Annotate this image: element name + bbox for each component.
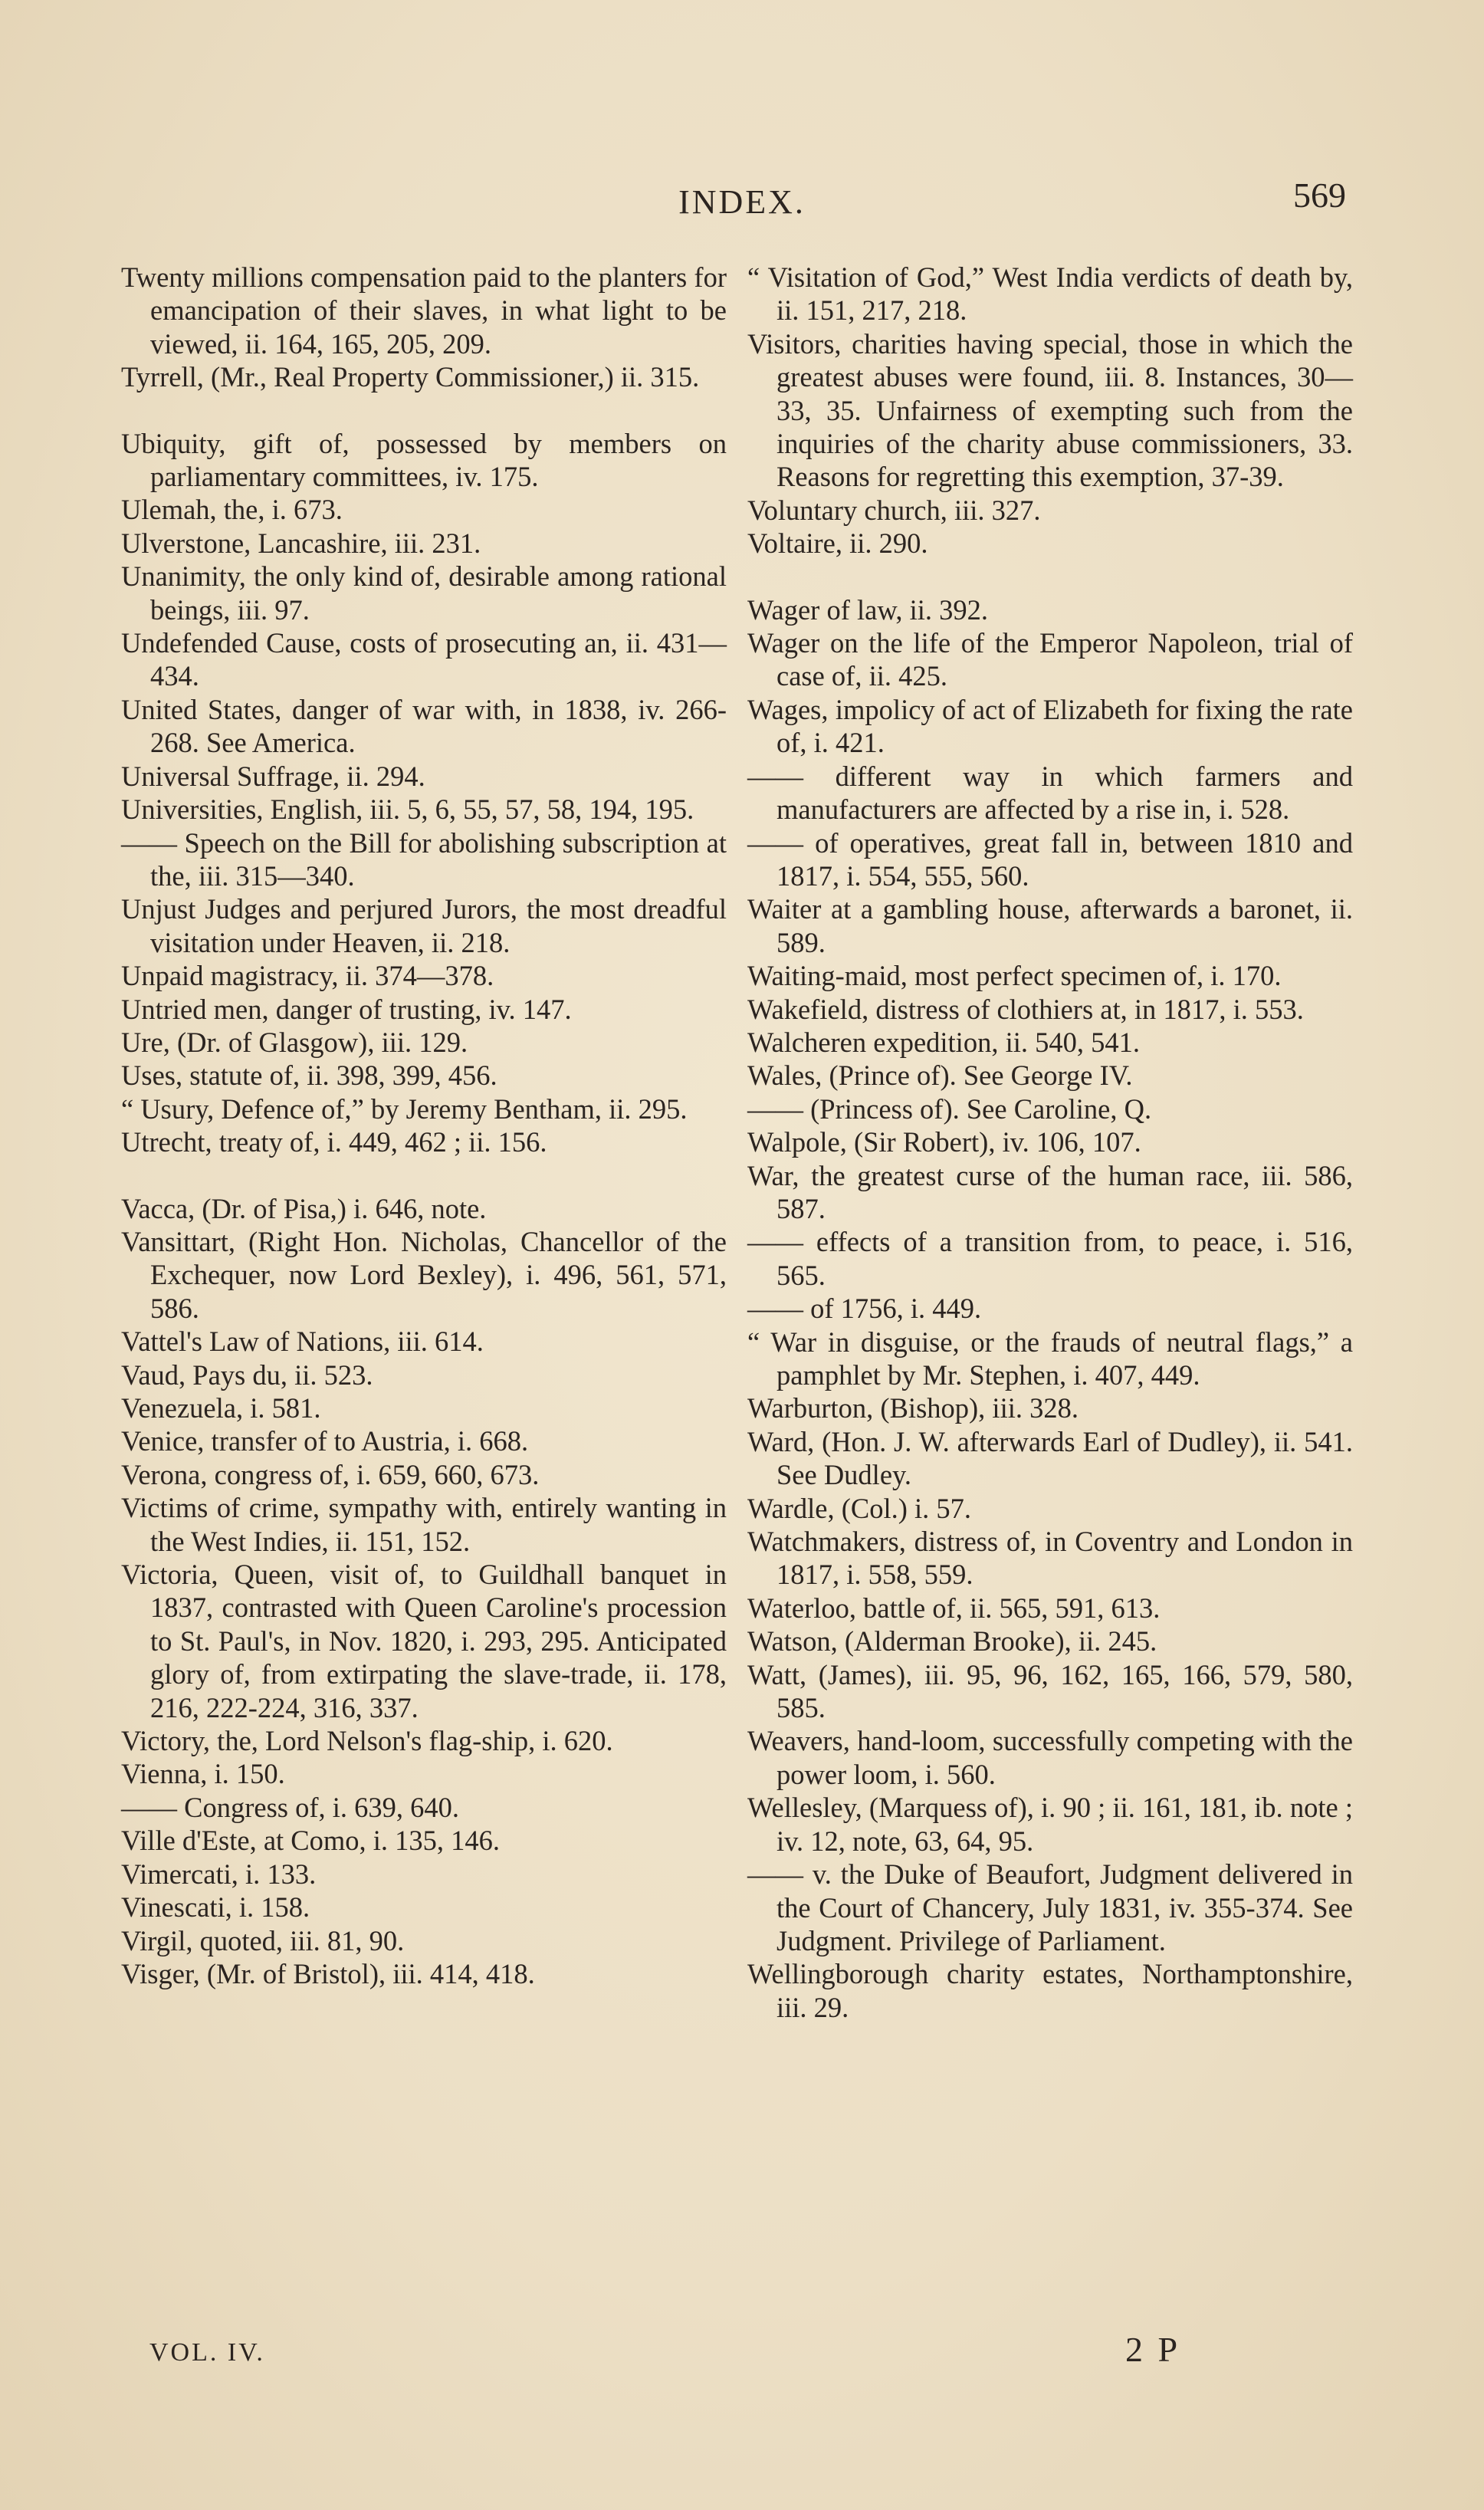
index-entry: “ War in disguise, or the frauds of neutral flags,” a pamphlet by Mr. Stephen, i. 407, 449.	[747, 1326, 1353, 1391]
index-entry: Wager on the life of the Emperor Napoleon, trial of case of, ii. 425.	[747, 627, 1353, 692]
index-entry: Wellingborough charity estates, Northamptonshire, iii. 29.	[747, 1958, 1353, 2023]
index-entry: Venice, transfer of to Austria, i. 668.	[121, 1425, 529, 1457]
page-title: INDEX.	[678, 183, 806, 221]
index-entry: Virgil, quoted, iii. 81, 90.	[121, 1924, 405, 1956]
index-entry: Wages, impolicy of act of Elizabeth for fixing the rate of, i. 421.	[747, 693, 1353, 759]
index-entry: Twenty millions compensation paid to the planters for emancipation of their slaves, in what light to be viewed, ii. 164, 165, 205, 209.	[121, 261, 727, 360]
index-entry: Utrecht, treaty of, i. 449, 462 ; ii. 156.	[121, 1126, 547, 1158]
index-entry: Victory, the, Lord Nelson's flag-ship, i. 620.	[121, 1725, 613, 1757]
index-entry: Vansittart, (Right Hon. Nicholas, Chancellor of the Exchequer, now Lord Bexley), i. 496, 561, 571, 586.	[121, 1225, 727, 1324]
index-entry: Waterloo, battle of, ii. 565, 591, 613.	[747, 1592, 1161, 1624]
index-entry: Ulverstone, Lancashire, iii. 231.	[121, 527, 481, 559]
index-entry: United States, danger of war with, in 1838, iv. 266-268. See America.	[121, 693, 727, 759]
signature-mark: 2 P	[1125, 2330, 1181, 2369]
index-entry: Watt, (James), iii. 95, 96, 162, 165, 166, 579, 580, 585.	[747, 1658, 1353, 1724]
index-entry: War, the greatest curse of the human race, iii. 586, 587.	[747, 1159, 1353, 1224]
index-entry: Vienna, i. 150.	[121, 1758, 285, 1790]
index-entry: Vattel's Law of Nations, iii. 614.	[121, 1326, 484, 1358]
index-entry: Victoria, Queen, visit of, to Guildhall banquet in 1837, contrasted with Queen Caroline's procession to St. Paul's, in Nov. 1820, i. 293, 295. Anticipated glory of, from extirpating the slave-trade, ii. 178, 216, 222-224, 316, 337.	[121, 1559, 727, 1723]
index-entry: Universities, English, iii. 5, 6, 55, 57, 58, 194, 195.	[121, 793, 694, 826]
index-entry: Waiting-maid, most perfect specimen of, i. 170.	[747, 960, 1282, 992]
volume-label: VOL. IV.	[149, 2338, 265, 2367]
index-entry: Walcheren expedition, ii. 540, 541.	[747, 1026, 1140, 1058]
index-entry: Voluntary church, iii. 327.	[747, 494, 1041, 526]
index-entry: Vinescati, i. 158.	[121, 1891, 310, 1924]
index-entry: Unanimity, the only kind of, desirable among rational beings, iii. 97.	[121, 560, 727, 626]
index-entry: “ Visitation of God,” West India verdicts of death by, ii. 151, 217, 218.	[747, 261, 1353, 327]
index-entry: Vimercati, i. 133.	[121, 1858, 317, 1890]
index-entry: Watson, (Alderman Brooke), ii. 245.	[747, 1625, 1157, 1657]
index-entry: Unjust Judges and perjured Jurors, the most dreadful visitation under Heaven, ii. 218.	[121, 893, 727, 958]
index-entry: Weavers, hand-loom, successfully competing with the power loom, i. 560.	[747, 1725, 1353, 1790]
index-entry: Wakefield, distress of clothiers at, in 1817, i. 553.	[747, 993, 1304, 1025]
index-entry: Ulemah, the, i. 673.	[121, 494, 343, 526]
index-entry: Wales, (Prince of). See George IV.	[747, 1060, 1133, 1092]
index-entry: —— Speech on the Bill for abolishing subscription at the, iii. 315—340.	[121, 826, 727, 892]
index-entry: Wellesley, (Marquess of), i. 90 ; ii. 161, 181, ib. note ; iv. 12, note, 63, 64, 95.	[747, 1792, 1353, 1857]
index-column-right	[747, 261, 1353, 2024]
index-entry: Untried men, danger of trusting, iv. 147.	[121, 993, 572, 1025]
index-entry: Venezuela, i. 581.	[121, 1392, 321, 1424]
running-head	[0, 175, 1484, 228]
index-entry: Vacca, (Dr. of Pisa,) i. 646, note.	[121, 1192, 487, 1224]
index-entry: Wager of law, ii. 392.	[747, 593, 988, 626]
index-entry: —— Congress of, i. 639, 640.	[121, 1791, 460, 1823]
index-entry: Ubiquity, gift of, possessed by members on parliamentary committees, iv. 175.	[121, 427, 727, 493]
index-entry: —— different way in which farmers and manufacturers are affected by a rise in, i. 528.	[747, 760, 1353, 826]
index-entry: Uses, statute of, ii. 398, 399, 456.	[121, 1060, 497, 1092]
index-entry: —— of operatives, great fall in, between 1810 and 1817, i. 554, 555, 560.	[747, 826, 1353, 892]
index-entry: —— effects of a transition from, to peace, i. 516, 565.	[747, 1226, 1353, 1291]
index-entry: Vaud, Pays du, ii. 523.	[121, 1358, 373, 1391]
index-entry: —— v. the Duke of Beaufort, Judgment delivered in the Court of Chancery, July 1831, iv. 355-374. See Judgment. Privilege of Parliament.	[747, 1858, 1353, 1956]
index-entry: Waiter at a gambling house, afterwards a baronet, ii. 589.	[747, 893, 1353, 958]
index-entry: Undefended Cause, costs of prosecuting an, ii. 431—434.	[121, 627, 727, 692]
index-entry: Tyrrell, (Mr., Real Property Commissioner,) ii. 315.	[121, 361, 700, 393]
index-entry: Watchmakers, distress of, in Coventry and London in 1817, i. 558, 559.	[747, 1526, 1353, 1591]
index-entry: Ville d'Este, at Como, i. 135, 146.	[121, 1825, 501, 1857]
index-entry: Warburton, (Bishop), iii. 328.	[747, 1392, 1079, 1424]
index-column-left	[121, 261, 727, 1990]
index-entry: Universal Suffrage, ii. 294.	[121, 760, 425, 792]
index-entry: “ Usury, Defence of,” by Jeremy Bentham, ii. 295.	[121, 1092, 688, 1125]
index-entry: Visitors, charities having special, those in which the greatest abuses were found, iii. 8. Instances, 30—33, 35. Unfairness of exempting such from the inquiries of the charity abuse commissioners, 33. Reasons for regretting this exemption, 37-39.	[747, 327, 1353, 493]
index-entry: —— of 1756, i. 449.	[747, 1293, 982, 1325]
index-entry: Victims of crime, sympathy with, entirely wanting in the West Indies, ii. 151, 152.	[121, 1492, 727, 1557]
index-entry: Ward, (Hon. J. W. afterwards Earl of Dudley), ii. 541. See Dudley.	[747, 1425, 1353, 1491]
index-entry: Voltaire, ii. 290.	[747, 527, 928, 560]
index-entry: Visger, (Mr. of Bristol), iii. 414, 418.	[121, 1957, 535, 1989]
index-entry: —— (Princess of). See Caroline, Q.	[747, 1092, 1152, 1125]
index-entry: Wardle, (Col.) i. 57.	[747, 1492, 972, 1524]
index-entry: Walpole, (Sir Robert), iv. 106, 107.	[747, 1126, 1141, 1158]
index-entry: Ure, (Dr. of Glasgow), iii. 129.	[121, 1026, 468, 1058]
index-entry: Verona, congress of, i. 659, 660, 673.	[121, 1458, 540, 1490]
index-entry: Unpaid magistracy, ii. 374—378.	[121, 960, 494, 992]
page-number: 569	[1293, 176, 1346, 215]
